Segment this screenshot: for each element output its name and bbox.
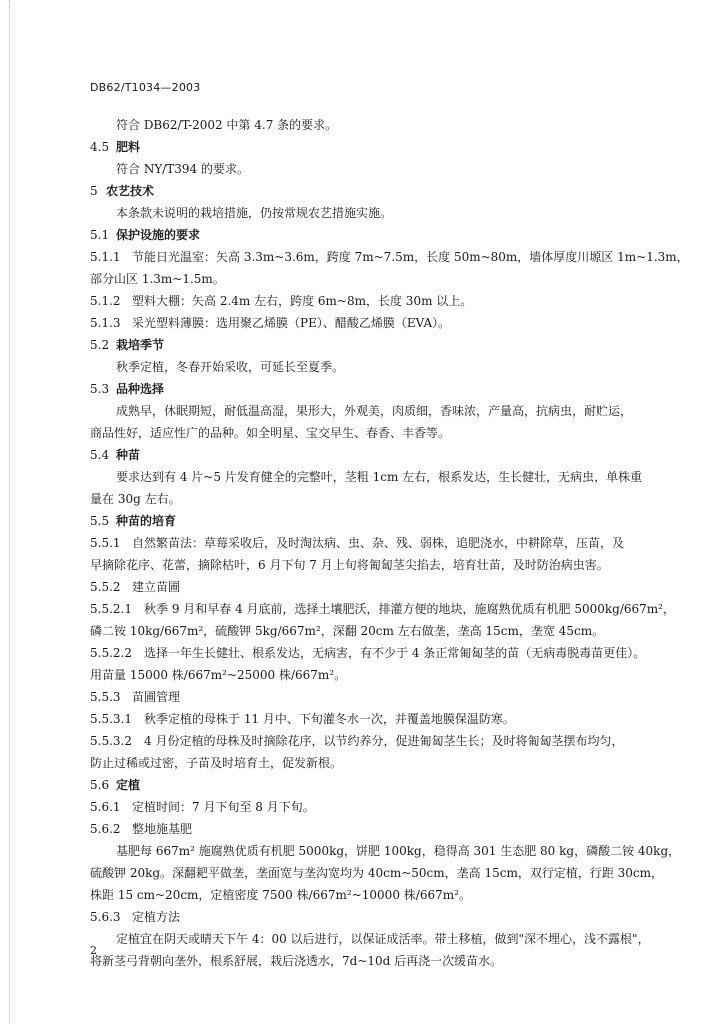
paragraph-continuation: 用苗量 15000 株/667m²~25000 株/667m²。 [90, 668, 347, 682]
clause-text: 定植时间：7 月下旬至 8 月下旬。 [132, 800, 315, 814]
p-5-6-2a [90, 840, 690, 862]
h-5-4 [90, 444, 690, 466]
clause-text: 选择一年生长健壮、根系发达，无病害，有不少于 4 条正常匍匐茎的苗（无病毒脱毒苗更佳）。 [144, 646, 646, 660]
clause-text: 塑料大棚：矢高 2.4m 左右，跨度 6m~8m，长度 30m 以上。 [132, 294, 473, 308]
paragraph-text: 本条款未说明的栽培措施，仍按常规农艺措施实施。 [116, 206, 393, 220]
p-5-5-2-1a [90, 598, 690, 620]
h-5-6-2 [90, 818, 690, 840]
document-body [90, 114, 690, 972]
h-5-6-3 [90, 906, 690, 928]
section-number: 5.6 [90, 778, 110, 792]
paragraph-continuation: 将新茎弓背朝向垄外，根系舒展，栽后浇透水，7d~10d 后再浇一次缓苗水。 [90, 954, 503, 968]
section-number: 4.5 [90, 140, 110, 154]
p-5-5-2-1b [90, 620, 690, 642]
clause-text: 秋季 9 月和早春 4 月底前，选择土壤肥沃，排灌方便的地块，施腐熟优质有机肥 5000kg/667m²， [144, 602, 675, 616]
section-number: 5.5 [90, 514, 110, 528]
paragraph-text: 基肥每 667m² 施腐熟优质有机肥 5000kg，饼肥 100kg，稳得高 301 生态肥 80 kg，磷酸二铵 40kg， [116, 844, 681, 858]
p-5-4b [90, 488, 690, 510]
h-5-3 [90, 378, 690, 400]
section-heading: 保护设施的要求 [116, 228, 201, 242]
paragraph-text: 符合 NY/T394 的要求。 [116, 162, 250, 176]
section-number: 5.5.3.2 [90, 734, 132, 748]
section-number: 5.1.2 [90, 294, 121, 308]
clause-text: 采光塑料薄膜：选用聚乙烯膜（PE）、醋酸乙烯膜（EVA）。 [132, 316, 451, 330]
section-number: 5.5.2.2 [90, 646, 132, 660]
p-5-6-3b [90, 950, 690, 972]
section-number: 5.1.1 [90, 250, 121, 264]
section-heading: 定植 [116, 778, 141, 792]
p-5-1-1b [90, 268, 690, 290]
clause-text: 定植方法 [132, 910, 181, 924]
p-5-5-2-2a [90, 642, 690, 664]
p-5-6-3a [90, 928, 690, 950]
section-number: 5.2 [90, 338, 110, 352]
section-heading: 栽培季节 [116, 338, 165, 352]
clause-text: 4 月份定植的母株及时摘除花序，以节约养分，促进匍匐茎生长；及时将匍匐茎摆布均匀， [144, 734, 624, 748]
p-5-5-3-1 [90, 708, 690, 730]
section-number: 5.5.3 [90, 690, 121, 704]
section-number: 5.1.3 [90, 316, 121, 330]
h-5-5-3 [90, 686, 690, 708]
paragraph-continuation: 磷二铵 10kg/667m²，硫酸钾 5kg/667m²，深翻 20cm 左右做垄，垄高 15cm，垄宽 45cm。 [90, 624, 605, 638]
p-5-5-1b [90, 554, 690, 576]
section-number: 5.1 [90, 228, 110, 242]
h-5-5-2 [90, 576, 690, 598]
p-4-5 [90, 158, 690, 180]
section-heading: 农艺技术 [106, 184, 155, 198]
clause-text: 自然繁苗法：草莓采收后，及时淘汰病、虫、杂、残、弱株，追肥浇水，中耕除草，压苗，及 [132, 536, 625, 550]
section-number: 5.3 [90, 382, 110, 396]
paragraph-continuation: 株距 15 cm~20cm，定植密度 7500 株/667m²~10000 株/667m²。 [90, 888, 471, 902]
standard-number-header: DB62/T1034—2003 [90, 81, 201, 94]
clause-text: 苗圃管理 [132, 690, 181, 704]
p-5-6-2b [90, 862, 690, 884]
p-4-4-cont [90, 114, 690, 136]
section-number: 5.5.2.1 [90, 602, 132, 616]
p-5-2 [90, 356, 690, 378]
h-5 [90, 180, 690, 202]
p-5-5-3-2a [90, 730, 690, 752]
page-number: 2 [90, 944, 97, 957]
section-number: 5.6.2 [90, 822, 121, 836]
paragraph-continuation: 防止过稀或过密，子苗及时培育土，促发新根。 [90, 756, 343, 770]
paragraph-text: 成熟早，休眠期短，耐低温高湿，果形大，外观美，肉质细，香味浓，产量高，抗病虫，耐贮运， [116, 404, 633, 418]
p-5-4a [90, 466, 690, 488]
p-5-5-2-2b [90, 664, 690, 686]
section-number: 5.6.1 [90, 800, 121, 814]
clause-text: 秋季定植的母株于 11 月中、下旬灌冬水一次，并覆盖地膜保温防寒。 [144, 712, 515, 726]
clause-text: 整地施基肥 [132, 822, 193, 836]
h-5-6 [90, 774, 690, 796]
clause-text: 建立苗圃 [132, 580, 181, 594]
paragraph-continuation: 硫酸钾 20kg。深翻耙平做垄，垄面宽与垄沟宽均为 40cm~50cm，垄高 15cm，双行定植，行距 30cm， [90, 866, 664, 880]
p-5-1-2 [90, 290, 690, 312]
paragraph-text: 符合 DB62/T-2002 中第 4.7 条的要求。 [116, 118, 338, 132]
p-5-1-1a [90, 246, 690, 268]
h-5-1 [90, 224, 690, 246]
paragraph-continuation: 商品性好，适应性广的品种。如全明星、宝交早生、春香、丰香等。 [90, 426, 451, 440]
p-5-3b [90, 422, 690, 444]
h-5-5 [90, 510, 690, 532]
h-4-5 [90, 136, 690, 158]
paragraph-continuation: 早摘除花序、花蕾，摘除枯叶，6 月下旬 7 月上旬将匍匐茎尖掐去，培育壮苗，及时防治病虫害。 [90, 558, 609, 572]
clause-text: 节能日光温室：矢高 3.3m~3.6m，跨度 7m~7.5m，长度 50m~80m，墙体厚度川塬区 1m~1.3m， [132, 250, 689, 264]
p-5-1-3 [90, 312, 690, 334]
paragraph-continuation: 部分山区 1.3m~1.5m。 [90, 272, 225, 286]
section-heading: 品种选择 [116, 382, 165, 396]
p-5-3a [90, 400, 690, 422]
paragraph-text: 定植宜在阴天或晴天下午 4：00 以后进行，以保证成活率。带土移植，做到"深不埋心，浅不露根"， [116, 932, 650, 946]
p-5-5-1a [90, 532, 690, 554]
binding-margin-dotted-line [9, 0, 10, 1024]
section-number: 5.4 [90, 448, 110, 462]
paragraph-text: 秋季定植，冬春开始采收，可延长至夏季。 [116, 360, 345, 374]
section-number: 5.6.3 [90, 910, 121, 924]
section-number: 5.5.2 [90, 580, 121, 594]
p-5-5-3-2b [90, 752, 690, 774]
p-5 [90, 202, 690, 224]
section-number: 5.5.1 [90, 536, 121, 550]
section-heading: 种苗的培育 [116, 514, 177, 528]
section-number: 5 [90, 184, 98, 198]
paragraph-continuation: 量在 30g 左右。 [90, 492, 181, 506]
p-5-6-1 [90, 796, 690, 818]
h-5-2 [90, 334, 690, 356]
paragraph-text: 要求达到有 4 片~5 片发育健全的完整叶，茎粗 1cm 左右，根系发达，生长健壮，无病虫，单株重 [116, 470, 643, 484]
section-heading: 种苗 [116, 448, 141, 462]
section-heading: 肥料 [116, 140, 141, 154]
section-number: 5.5.3.1 [90, 712, 132, 726]
p-5-6-2c [90, 884, 690, 906]
